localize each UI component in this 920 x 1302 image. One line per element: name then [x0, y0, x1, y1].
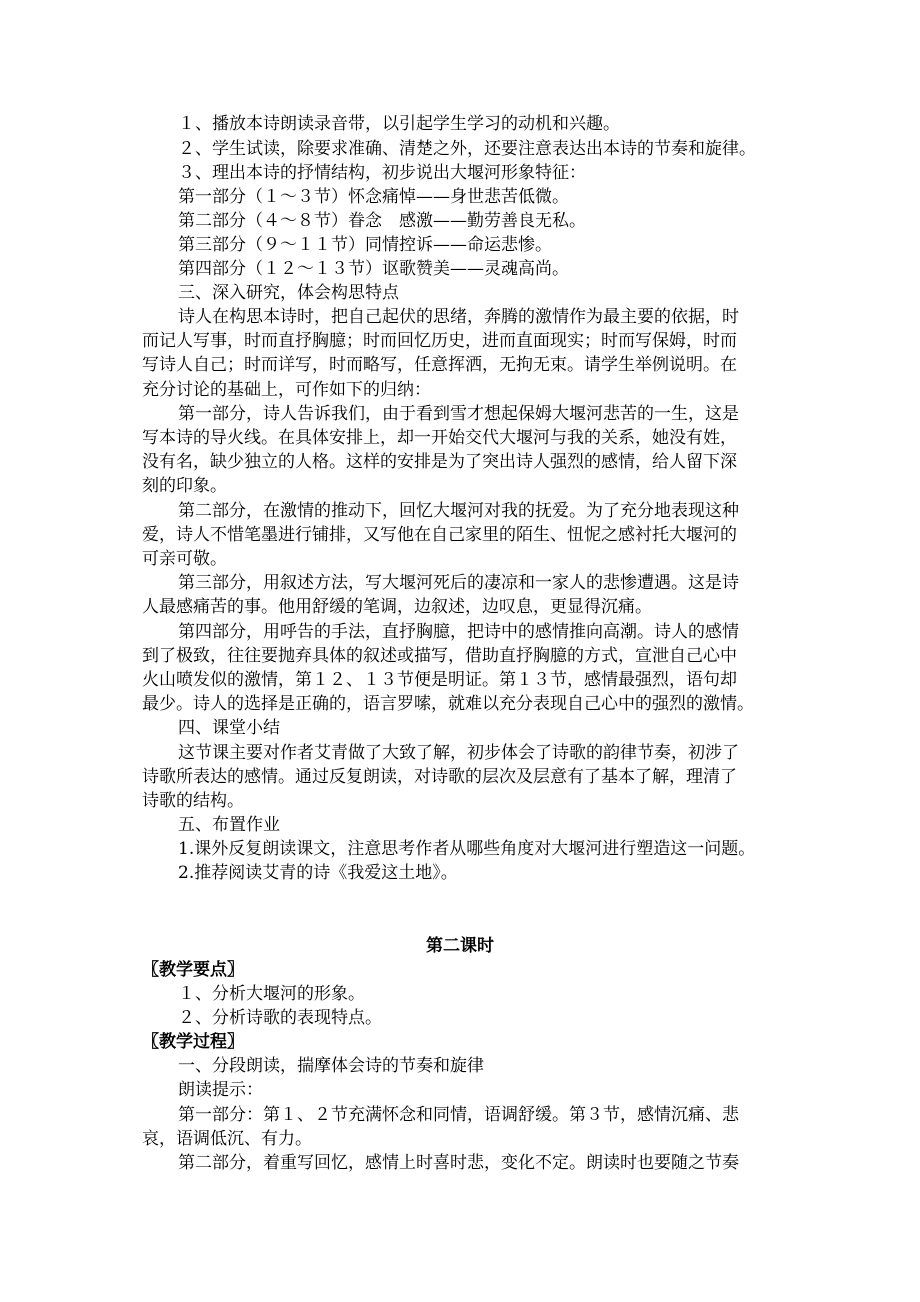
text-line: 刻的印象。	[142, 476, 227, 496]
text-line: 朗读提示：	[178, 1080, 263, 1100]
text-line: 到了极致，往往要抛弃具体的叙述或描写，借助直抒胸臆的方式，宣泄自己心中	[142, 646, 737, 666]
text-line: 哀，语调低沉、有力。	[142, 1129, 312, 1149]
text-line: 充分讨论的基础上，可作如下的归纳：	[142, 380, 431, 400]
section-heading: 四、课堂小结	[178, 718, 280, 738]
text-line: 诗歌的结构。	[142, 791, 244, 811]
text-line: 诗歌所表达的感情。通过反复朗读，对诗歌的层次及层意有了基本了解，理清了	[142, 767, 737, 787]
text-line: 第二部分，在激情的推动下，回忆大堰河对我的抚爱。为了充分地表现这种	[178, 501, 739, 521]
text-line: 人最感痛苦的事。他用舒缓的笔调，边叙述，边叹息，更显得沉痛。	[142, 597, 652, 617]
teaching-process-heading: 〖教学过程〗	[142, 1032, 244, 1052]
text-line: 可亲可敬。	[142, 549, 227, 569]
text-line: 第四部分（１２～１３节）讴歌赞美——灵魂高尚。	[178, 259, 569, 279]
text-line: 第一部分（１～３节）怀念痛悼——身世悲苦低微。	[178, 187, 569, 207]
text-line: 1.课外反复朗读课文，注意思考作者从哪些角度对大堰河进行塑造这一问题。	[178, 839, 756, 859]
lesson-title: 第二课时	[426, 936, 494, 956]
text-line: 火山喷发似的激情，第１２、１３节便是明证。第１３节，感情最强烈，语句却	[142, 670, 737, 690]
text-line: ２、分析诗歌的表现特点。	[178, 1008, 382, 1028]
text-line: 第一部分，诗人告诉我们，由于看到雪才想起保姆大堰河悲苦的一生，这是	[178, 404, 739, 424]
teaching-points-heading: 〖教学要点〗	[142, 960, 244, 980]
text-line: 第二部分，着重写回忆，感情上时喜时悲，变化不定。朗读时也要随之节奏	[178, 1153, 739, 1173]
text-line: 第一部分：第１、２节充满怀念和同情，语调舒缓。第３节，感情沉痛、悲	[178, 1105, 739, 1125]
text-line: 最少。诗人的选择是正确的，语言罗嗦，就难以充分表现自己心中的强烈的激情。	[142, 694, 754, 714]
text-line: 第三部分（９～１１节）同情控诉——命运悲惨。	[178, 235, 552, 255]
text-line: 没有名，缺少独立的人格。这样的安排是为了突出诗人强烈的感情，给人留下深	[142, 452, 737, 472]
text-line: 诗人在构思本诗时，把自己起伏的思绪，奔腾的激情作为最主要的依据，时	[178, 307, 739, 327]
text-line: 第二部分（４～８节）眷念 感激——勤劳善良无私。	[178, 211, 586, 231]
section-heading: 一、分段朗读，揣摩体会诗的节奏和旋律	[178, 1056, 484, 1076]
text-line: 第四部分，用呼告的手法，直抒胸臆，把诗中的感情推向高潮。诗人的感情	[178, 622, 739, 642]
text-line: １、播放本诗朗读录音带，以引起学生学习的动机和兴趣。	[178, 114, 620, 134]
section-heading: 三、深入研究，体会构思特点	[178, 283, 399, 303]
text-line: 第三部分，用叙述方法，写大堰河死后的凄凉和一家人的悲惨遭遇。这是诗	[178, 573, 739, 593]
text-line: 写诗人自己；时而详写，时而略写，任意挥洒，无拘无束。请学生举例说明。在	[142, 355, 737, 375]
text-line: 而记人写事，时而直抒胸臆；时而回忆历史，进而直面现实；时而写保姆，时而	[142, 331, 737, 351]
text-line: 这节课主要对作者艾青做了大致了解，初步体会了诗歌的韵律节奏，初涉了	[178, 743, 739, 763]
section-heading: 五、布置作业	[178, 815, 280, 835]
text-line: 写本诗的导火线。在具体安排上，却一开始交代大堰河与我的关系，她没有姓，	[142, 428, 737, 448]
text-line: １、分析大堰河的形象。	[178, 984, 365, 1004]
text-line: ２、学生试读，除要求准确、清楚之外，还要注意表达出本诗的节奏和旋律。	[178, 139, 756, 159]
text-line: 爱，诗人不惜笔墨进行铺排，又写他在自己家里的陌生、忸怩之感衬托大堰河的	[142, 525, 737, 545]
text-line: 2.推荐阅读艾青的诗《我爱这土地》。	[178, 863, 458, 883]
text-line: ３、理出本诗的抒情结构，初步说出大堰河形象特征：	[178, 163, 586, 183]
